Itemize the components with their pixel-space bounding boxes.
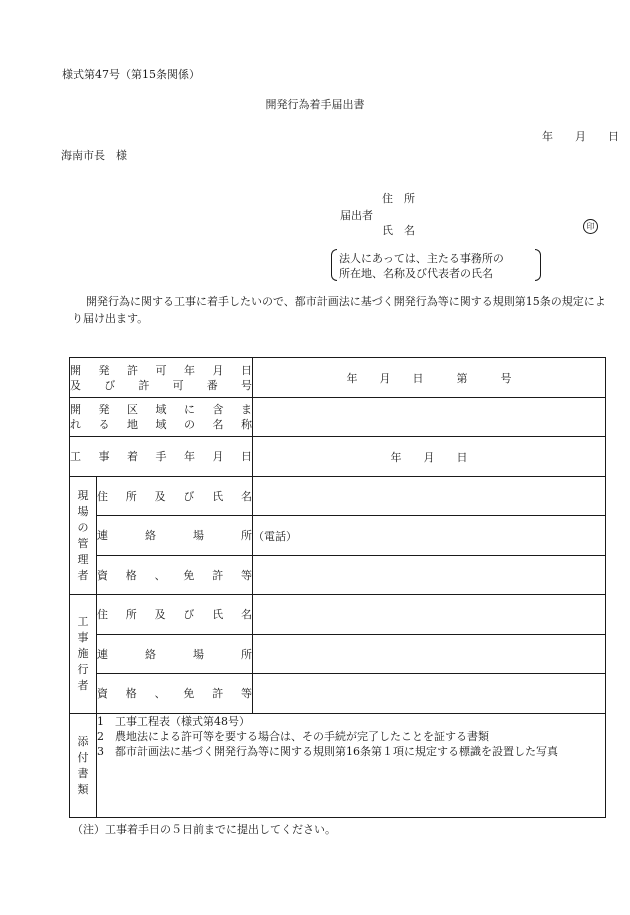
area-label-b: れる地域の名称 bbox=[70, 418, 252, 431]
row-contractor-qualification bbox=[70, 674, 606, 714]
contractor-qualification-label: 資格、免許等 bbox=[97, 674, 253, 714]
form-number: 様式第47号（第15条関係） bbox=[62, 68, 200, 81]
site-contact-label: 連絡場所 bbox=[97, 516, 253, 556]
permit-value[interactable]: 年 月 日 第 号 bbox=[253, 358, 606, 398]
addressee: 海南市長 様 bbox=[61, 149, 127, 162]
area-label bbox=[70, 398, 253, 437]
contractor-address-label: 住所及び氏名 bbox=[97, 595, 253, 635]
left-bracket bbox=[331, 249, 337, 281]
row-area bbox=[70, 398, 606, 437]
document-title: 開発行為着手届出書 bbox=[265, 98, 365, 111]
permit-label bbox=[70, 358, 253, 398]
site-manager-group: 現場の管理者 bbox=[70, 477, 97, 595]
site-address-value[interactable] bbox=[253, 477, 606, 516]
row-permit bbox=[70, 358, 606, 398]
attachments-group: 添付書類 bbox=[70, 714, 97, 818]
seal-mark: 印 bbox=[583, 219, 598, 234]
start-date-label: 工事着手年月日 bbox=[70, 437, 253, 477]
area-label-a: 開発区域に含ま bbox=[70, 403, 252, 416]
date-year: 年 bbox=[542, 130, 553, 143]
contractor-contact-value[interactable] bbox=[253, 635, 606, 674]
date-day: 日 bbox=[608, 130, 619, 143]
site-qualification-value[interactable] bbox=[253, 556, 606, 595]
corporate-note-line2: 所在地、名称及び代表者の氏名 bbox=[339, 267, 493, 280]
attachment-item: 1 工事工程表（様式第48号） bbox=[97, 715, 250, 728]
attachments-list bbox=[97, 714, 606, 818]
notification-table bbox=[69, 357, 606, 818]
applicant-label: 届出者 bbox=[340, 209, 373, 222]
row-site-qualification bbox=[70, 556, 606, 595]
site-qualification-label: 資格、免許等 bbox=[97, 556, 253, 595]
attachment-item: 2 農地法による許可等を要する場合は、その手続が完了したことを証する書類 bbox=[97, 730, 489, 743]
date-month: 月 bbox=[575, 130, 586, 143]
row-start-date bbox=[70, 437, 606, 477]
footnote: （注）工事着手日の５日前までに提出してください。 bbox=[72, 823, 336, 836]
permit-label-b: 及び許可番号 bbox=[70, 378, 252, 392]
row-attachments bbox=[70, 714, 606, 818]
start-date-value[interactable]: 年 月 日 bbox=[253, 437, 606, 477]
contractor-contact-label: 連絡場所 bbox=[97, 635, 253, 674]
site-address-label: 住所及び氏名 bbox=[97, 477, 253, 516]
permit-label-a: 開発許可年月日 bbox=[70, 363, 252, 377]
contractor-address-value[interactable] bbox=[253, 595, 606, 635]
row-site-address bbox=[70, 477, 606, 516]
applicant-address-label: 住 所 bbox=[382, 192, 415, 205]
date-line bbox=[528, 128, 619, 144]
row-site-contact bbox=[70, 516, 606, 556]
applicant-name-label: 氏 名 bbox=[382, 224, 415, 237]
intro-text: 開発行為に関する工事に着手したいので、都市計画法に基づく開発行為等に関する規則第15条の規定により届け出ます。 bbox=[72, 295, 606, 325]
site-contact-value[interactable]: （電話） bbox=[253, 516, 606, 556]
row-contractor-address bbox=[70, 595, 606, 635]
corporate-note-line1: 法人にあっては、主たる事務所の bbox=[339, 252, 504, 265]
contractor-group: 工事施行者 bbox=[70, 595, 97, 714]
row-contractor-contact bbox=[70, 635, 606, 674]
right-bracket bbox=[535, 249, 541, 281]
area-value[interactable] bbox=[253, 398, 606, 437]
attachment-item: 3 都市計画法に基づく開発行為等に関する規則第16条第１項に規定する標識を設置した写真 bbox=[97, 745, 558, 758]
contractor-qualification-value[interactable] bbox=[253, 674, 606, 714]
